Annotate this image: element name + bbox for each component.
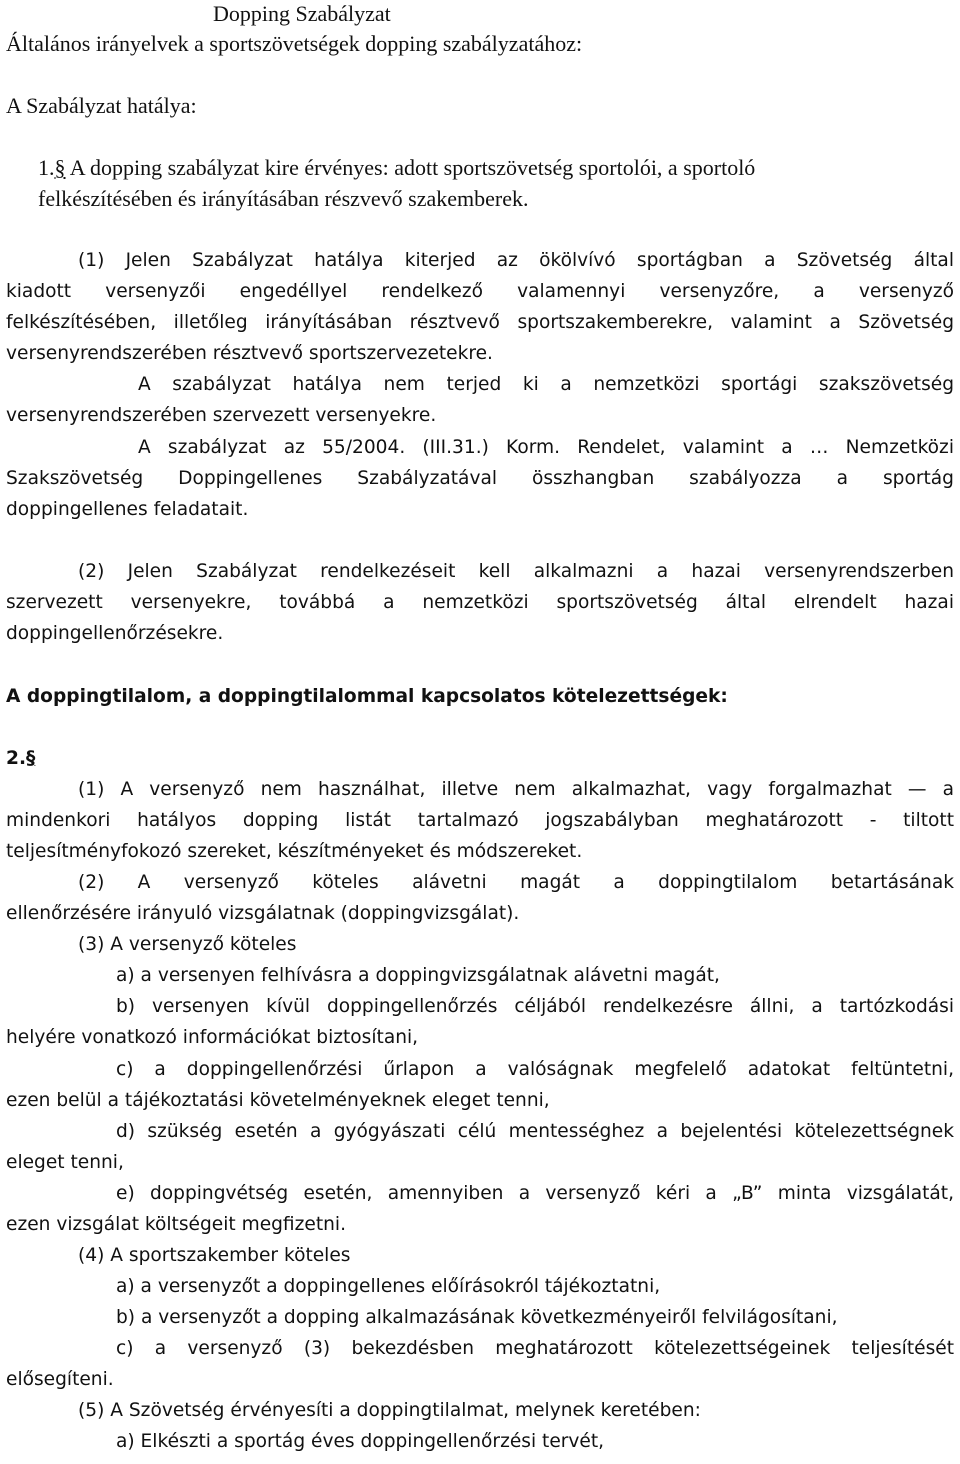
subsection-1-line: felkészítésében, illetőleg irányításában résztvevő sportszakemberekre, valamint a Szövetség	[6, 312, 954, 333]
doping-ban-heading: A doppingtilalom, a doppingtilalommal kapcsolatos kötelezettségek:	[6, 686, 728, 707]
p2-subsection-3-item: e) doppingvétség esetén, amennyiben a versenyző kéri a „B” minta vizsgálatát,	[116, 1183, 954, 1204]
scope-heading: A Szabályzat hatálya:	[6, 93, 197, 118]
p2-subsection-4-line: (4) A sportszakember köteles	[78, 1245, 351, 1266]
section-mark: §	[54, 155, 66, 180]
subsection-1-line: Szakszövetség Doppingellenes Szabályzatával összhangban szabályozza a sportág	[6, 468, 954, 489]
p2-subsection-3-item: c) a doppingellenőrzési űrlapon a valóságnak megfelelő adatokat feltüntetni,	[116, 1059, 954, 1080]
subsection-2-line: (2) Jelen Szabályzat rendelkezéseit kell alkalmazni a hazai versenyrendszerben	[78, 561, 954, 582]
p2-subsection-3-line: (3) A versenyző köteles	[78, 934, 297, 955]
p2-subsection-4-item: a) a versenyzőt a doppingellenes előírásokról tájékoztatni,	[116, 1276, 661, 1297]
p2-subsection-2-line: ellenőrzésére irányuló vizsgálatnak (doppingvizsgálat).	[6, 903, 520, 924]
paragraph-1-line-2: felkészítésében és irányításában részvevő szakemberek.	[38, 186, 529, 211]
subsection-1-line: A szabályzat hatálya nem terjed ki a nemzetközi sportági szakszövetség	[138, 374, 954, 395]
document-title: Dopping Szabályzat	[213, 1, 391, 26]
p2-subsection-3-item: eleget tenni,	[6, 1152, 124, 1173]
subsection-2-line: szervezett versenyekre, továbbá a nemzetközi sportszövetség által elrendelt hazai	[6, 592, 954, 613]
p2-subsection-3-item: ezen belül a tájékoztatási követelményeknek eleget tenni,	[6, 1090, 550, 1111]
paragraph-1-line-1	[38, 154, 954, 182]
p2-subsection-3-item: a) a versenyen felhívásra a doppingvizsgálatnak alávetni magát,	[116, 965, 720, 986]
p2-subsection-1-line: mindenkori hatályos dopping listát tartalmazó jogszabályban meghatározott - tiltott	[6, 810, 954, 831]
subsection-1-line: (1) Jelen Szabályzat hatálya kiterjed az ökölvívó sportágban a Szövetség által	[78, 250, 954, 271]
p2-subsection-3-item: ezen vizsgálat költségeit megfizetni.	[6, 1214, 346, 1235]
paragraph-2-number: 2.	[6, 748, 27, 769]
subsection-1-line: versenyrendszerében szervezett versenyekre.	[6, 405, 437, 426]
p2-subsection-3-item: helyére vonatkozó információkat biztosítani,	[6, 1027, 419, 1048]
p2-subsection-3-item: b) versenyen kívül doppingellenőrzés céljából rendelkezésre állni, a tartózkodási	[116, 996, 954, 1017]
subsection-1-line: kiadott versenyzői engedéllyel rendelkező valamennyi versenyzőre, a versenyző	[6, 281, 954, 302]
section-mark: §	[26, 748, 36, 769]
subsection-1-line: doppingellenes feladatait.	[6, 499, 249, 520]
paragraph-1-text: A dopping szabályzat kire érvényes: adott sportszövetség sportolói, a sportoló	[69, 155, 756, 180]
p2-subsection-5-item: a) Elkészti a sportág éves doppingellenőrzési tervét,	[116, 1431, 605, 1452]
p2-subsection-1-line: teljesítményfokozó szereket, készítményeket és módszereket.	[6, 841, 583, 862]
p2-subsection-4-item: b) a versenyzőt a dopping alkalmazásának következményeiről felvilágosítani,	[116, 1307, 838, 1328]
p2-subsection-4-item: c) a versenyző (3) bekezdésben meghatározott kötelezettségeinek teljesítését	[116, 1338, 954, 1359]
p2-subsection-3-item: d) szükség esetén a gyógyászati célú mentességhez a bejelentési kötelezettségnek	[116, 1121, 954, 1142]
p2-subsection-2-line: (2) A versenyző köteles alávetni magát a doppingtilalom betartásának	[78, 872, 954, 893]
subsection-1-line: A szabályzat az 55/2004. (III.31.) Korm. Rendelet, valamint a … Nemzetközi	[138, 437, 954, 458]
p2-subsection-1-line: (1) A versenyző nem használhat, illetve nem alkalmazhat, vagy forgalmazhat — a	[78, 779, 954, 800]
document-subtitle: Általános irányelvek a sportszövetségek dopping szabályzatához:	[6, 31, 583, 56]
paragraph-1-number: 1.	[38, 155, 55, 180]
paragraph-2-heading	[6, 745, 954, 773]
p2-subsection-5-line: (5) A Szövetség érvényesíti a doppingtilalmat, melynek keretében:	[78, 1400, 701, 1421]
subsection-2-line: doppingellenőrzésekre.	[6, 623, 224, 644]
p2-subsection-4-item: elősegíteni.	[6, 1369, 114, 1390]
subsection-1-line: versenyrendszerében résztvevő sportszervezetekre.	[6, 343, 493, 364]
